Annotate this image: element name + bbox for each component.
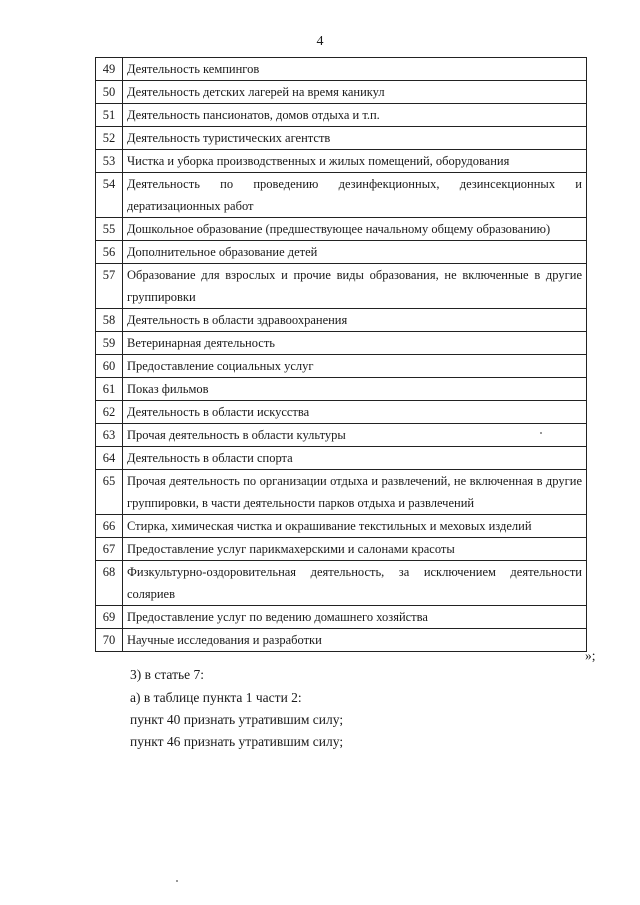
amendment-line: пункт 40 признать утратившим силу; [130,712,344,727]
scan-speck [540,432,542,434]
table-row [96,538,587,561]
row-text: Предоставление услуг парикмахерскими и салонами красоты [123,538,587,561]
table-row [96,447,587,470]
table-row [96,401,587,424]
row-number: 62 [96,401,123,424]
row-text: Чистка и уборка производственных и жилых помещений, оборудования [123,150,587,173]
row-number: 63 [96,424,123,447]
table-row [96,104,587,127]
row-text: Деятельность по проведению дезинфекционных, дезинсекционных и дератизационных работ [123,173,587,218]
row-number: 67 [96,538,123,561]
amendment-line: 3) в статье 7: [130,667,204,682]
amendment-line: а) в таблице пункта 1 части 2: [130,690,302,705]
row-number: 51 [96,104,123,127]
table-row [96,81,587,104]
table-row [96,218,587,241]
row-text: Деятельность кемпингов [123,58,587,81]
row-number: 60 [96,355,123,378]
table-row [96,606,587,629]
row-number: 69 [96,606,123,629]
row-text: Деятельность детских лагерей на время каникул [123,81,587,104]
row-text: Образование для взрослых и прочие виды образования, не включенные в другие группировки [123,264,587,309]
row-number: 54 [96,173,123,218]
row-text: Деятельность туристических агентств [123,127,587,150]
row-text: Показ фильмов [123,378,587,401]
page-number: 4 [316,34,324,49]
row-number: 52 [96,127,123,150]
row-number: 65 [96,470,123,515]
row-number: 55 [96,218,123,241]
table-row [96,424,587,447]
row-text: Дошкольное образование (предшествующее начальному общему образованию) [123,218,587,241]
table-row [96,355,587,378]
table-row [96,241,587,264]
table-row [96,58,587,81]
table-row [96,332,587,355]
table-row [96,127,587,150]
table-row [96,629,587,652]
table-row [96,150,587,173]
row-text: Деятельность в области спорта [123,447,587,470]
row-number: 61 [96,378,123,401]
row-number: 50 [96,81,123,104]
table-row [96,378,587,401]
amendment-line: пункт 46 признать утратившим силу; [130,734,344,749]
row-number: 49 [96,58,123,81]
row-number: 64 [96,447,123,470]
row-text: Предоставление услуг по ведению домашнего хозяйства [123,606,587,629]
table-row [96,264,587,309]
row-text: Деятельность в области искусства [123,401,587,424]
table-row [96,470,587,515]
table-row [96,309,587,332]
activities-table [95,57,587,652]
row-number: 56 [96,241,123,264]
closing-quote: »; [585,648,596,663]
row-number: 58 [96,309,123,332]
row-text: Дополнительное образование детей [123,241,587,264]
row-text: Деятельность пансионатов, домов отдыха и т.п. [123,104,587,127]
row-text: Физкультурно-оздоровительная деятельность, за исключением деятельности соляриев [123,561,587,606]
table-row [96,561,587,606]
row-text: Прочая деятельность в области культуры [123,424,587,447]
scan-speck [176,880,178,882]
row-text: Научные исследования и разработки [123,629,587,652]
row-number: 66 [96,515,123,538]
table-row [96,515,587,538]
row-number: 53 [96,150,123,173]
row-number: 59 [96,332,123,355]
row-number: 57 [96,264,123,309]
row-text: Стирка, химическая чистка и окрашивание текстильных и меховых изделий [123,515,587,538]
row-text: Предоставление социальных услуг [123,355,587,378]
row-number: 70 [96,629,123,652]
row-number: 68 [96,561,123,606]
row-text: Деятельность в области здравоохранения [123,309,587,332]
table-row [96,173,587,218]
row-text: Прочая деятельность по организации отдыха и развлечений, не включенная в другие группировки, в части деятельности парков отдыха и развлечений [123,470,587,515]
row-text: Ветеринарная деятельность [123,332,587,355]
